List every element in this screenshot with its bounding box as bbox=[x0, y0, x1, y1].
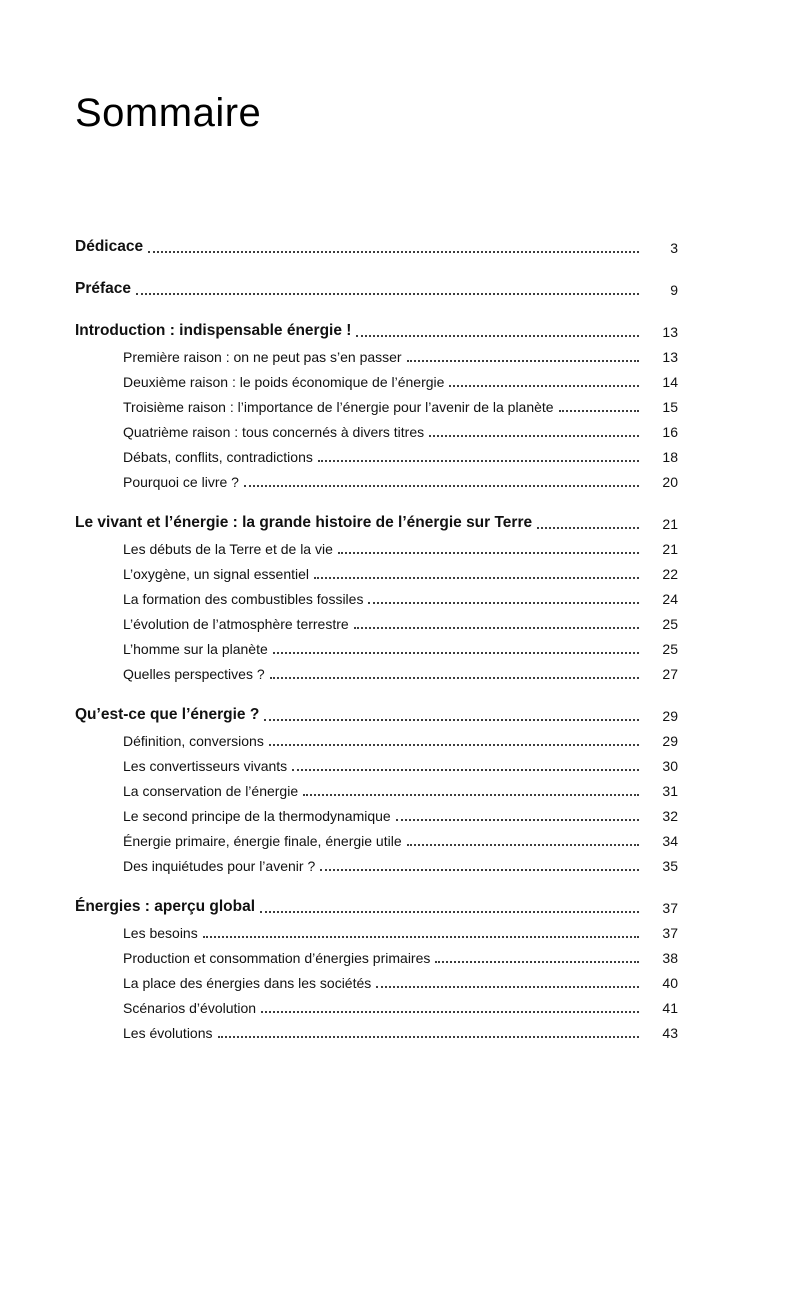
toc-chapter-entry bbox=[75, 508, 678, 533]
toc-entry-page: 38 bbox=[662, 950, 678, 967]
toc-entry-title: Quelles perspectives ? bbox=[123, 666, 265, 683]
toc-entry-title: Débats, conflits, contradictions bbox=[123, 449, 313, 466]
toc-entry-title: Préface bbox=[75, 280, 132, 298]
toc-entry-title: Première raison : on ne peut pas s’en passer bbox=[123, 349, 402, 366]
toc-entry-title: Le second principe de la thermodynamique bbox=[123, 808, 391, 825]
dotted-leader bbox=[148, 251, 639, 253]
dotted-leader bbox=[303, 794, 639, 796]
toc-entry-page: 25 bbox=[662, 641, 678, 658]
toc-entry-title: Les besoins bbox=[123, 925, 198, 942]
dotted-leader bbox=[338, 552, 639, 554]
toc-entry-page: 13 bbox=[662, 324, 678, 341]
toc-entry-title: La place des énergies dans les sociétés bbox=[123, 975, 372, 992]
toc-entry-page: 29 bbox=[662, 733, 678, 750]
toc-sub-entry bbox=[75, 967, 678, 992]
dotted-leader bbox=[260, 911, 639, 913]
toc-sub-entry bbox=[75, 583, 678, 608]
dotted-leader bbox=[559, 410, 639, 412]
toc-entry-title: La conservation de l’énergie bbox=[123, 783, 299, 800]
toc-sub-entry bbox=[75, 775, 678, 800]
toc-entry-page: 31 bbox=[662, 783, 678, 800]
dotted-leader bbox=[407, 360, 639, 362]
toc-sub-entry bbox=[75, 608, 678, 633]
dotted-leader bbox=[273, 652, 639, 654]
dotted-leader bbox=[537, 527, 639, 529]
toc-entry-title: La formation des combustibles fossiles bbox=[123, 591, 364, 608]
dotted-leader bbox=[261, 1011, 639, 1013]
toc-entry-page: 35 bbox=[662, 858, 678, 875]
toc-entry-page: 14 bbox=[662, 374, 678, 391]
dotted-leader bbox=[318, 460, 639, 462]
toc-entry-title: L’homme sur la planète bbox=[123, 641, 268, 658]
toc-sub-entry bbox=[75, 416, 678, 441]
toc-sub-entry bbox=[75, 725, 678, 750]
toc-chapter-entry bbox=[75, 892, 678, 917]
toc-entry-title: Quatrième raison : tous concernés à divers titres bbox=[123, 424, 425, 441]
toc-entry-title: Introduction : indispensable énergie ! bbox=[75, 322, 352, 340]
toc-entry-page: 32 bbox=[662, 808, 678, 825]
dotted-leader bbox=[368, 602, 639, 604]
toc-entry-title: Énergies : aperçu global bbox=[75, 898, 256, 916]
dotted-leader bbox=[292, 769, 639, 771]
toc-entry-title: Deuxième raison : le poids économique de l’énergie bbox=[123, 374, 445, 391]
toc-entry-page: 16 bbox=[662, 424, 678, 441]
toc-sub-entry bbox=[75, 391, 678, 416]
toc-entry-title: Définition, conversions bbox=[123, 733, 264, 750]
toc-entry-page: 37 bbox=[662, 925, 678, 942]
toc-sub-entry bbox=[75, 825, 678, 850]
dotted-leader bbox=[407, 844, 639, 846]
toc-entry-page: 41 bbox=[662, 1000, 678, 1017]
toc-sub-entry bbox=[75, 992, 678, 1017]
dotted-leader bbox=[269, 744, 639, 746]
toc-entry-page: 9 bbox=[670, 282, 678, 299]
toc-sub-entry bbox=[75, 750, 678, 775]
dotted-leader bbox=[270, 677, 639, 679]
dotted-leader bbox=[435, 961, 639, 963]
dotted-leader bbox=[218, 1036, 639, 1038]
toc-entry-page: 24 bbox=[662, 591, 678, 608]
toc-entry-title: Qu’est-ce que l’énergie ? bbox=[75, 706, 260, 724]
toc-entry-page: 25 bbox=[662, 616, 678, 633]
toc-entry-title: Les convertisseurs vivants bbox=[123, 758, 288, 775]
toc-chapter-entry bbox=[75, 232, 678, 257]
toc-entry-title: Énergie primaire, énergie finale, énergie utile bbox=[123, 833, 402, 850]
dotted-leader bbox=[376, 986, 639, 988]
dotted-leader bbox=[320, 869, 639, 871]
toc-entry-title: L’oxygène, un signal essentiel bbox=[123, 566, 310, 583]
toc-entry-page: 30 bbox=[662, 758, 678, 775]
toc-sub-entry bbox=[75, 800, 678, 825]
dotted-leader bbox=[449, 385, 639, 387]
toc-entry-title: Pourquoi ce livre ? bbox=[123, 474, 239, 491]
toc-entry-title: Dédicace bbox=[75, 238, 144, 256]
toc-chapter-entry bbox=[75, 700, 678, 725]
toc-chapter-entry bbox=[75, 316, 678, 341]
dotted-leader bbox=[429, 435, 639, 437]
page-title: Sommaire bbox=[75, 91, 262, 135]
toc-chapter-entry bbox=[75, 274, 678, 299]
toc-entry-page: 18 bbox=[662, 449, 678, 466]
toc-entry-page: 3 bbox=[670, 240, 678, 257]
toc-entry-title: Le vivant et l’énergie : la grande histoire de l’énergie sur Terre bbox=[75, 514, 533, 532]
toc-sub-entry bbox=[75, 533, 678, 558]
toc-sub-entry bbox=[75, 942, 678, 967]
toc-entry-page: 21 bbox=[662, 541, 678, 558]
toc-entry-page: 21 bbox=[662, 516, 678, 533]
document-page bbox=[0, 90, 800, 1290]
toc-entry-title: L’évolution de l’atmosphère terrestre bbox=[123, 616, 349, 633]
toc-entry-title: Scénarios d’évolution bbox=[123, 1000, 257, 1017]
toc-sub-entry bbox=[75, 1017, 678, 1042]
toc-entry-page: 22 bbox=[662, 566, 678, 583]
toc-sub-entry bbox=[75, 558, 678, 583]
dotted-leader bbox=[354, 627, 639, 629]
toc-entry-page: 27 bbox=[662, 666, 678, 683]
toc-sub-entry bbox=[75, 366, 678, 391]
toc-entry-page: 43 bbox=[662, 1025, 678, 1042]
toc-entry-page: 13 bbox=[662, 349, 678, 366]
toc-sub-entry bbox=[75, 850, 678, 875]
dotted-leader bbox=[356, 335, 639, 337]
toc-entry-page: 15 bbox=[662, 399, 678, 416]
dotted-leader bbox=[264, 719, 639, 721]
dotted-leader bbox=[244, 485, 639, 487]
toc-entry-title: Production et consommation d’énergies primaires bbox=[123, 950, 431, 967]
toc-sub-entry bbox=[75, 633, 678, 658]
toc-entry-page: 29 bbox=[662, 708, 678, 725]
toc-sub-entry bbox=[75, 917, 678, 942]
toc-sub-entry bbox=[75, 658, 678, 683]
toc-entry-page: 40 bbox=[662, 975, 678, 992]
toc-entry-title: Des inquiétudes pour l’avenir ? bbox=[123, 858, 316, 875]
dotted-leader bbox=[136, 293, 639, 295]
dotted-leader bbox=[314, 577, 639, 579]
dotted-leader bbox=[203, 936, 639, 938]
toc-entry-page: 20 bbox=[662, 474, 678, 491]
table-of-contents bbox=[75, 232, 678, 1042]
dotted-leader bbox=[396, 819, 639, 821]
toc-sub-entry bbox=[75, 341, 678, 366]
toc-entry-title: Les débuts de la Terre et de la vie bbox=[123, 541, 333, 558]
toc-entry-title: Troisième raison : l’importance de l’énergie pour l’avenir de la planète bbox=[123, 399, 554, 416]
toc-entry-page: 34 bbox=[662, 833, 678, 850]
toc-entry-page: 37 bbox=[662, 900, 678, 917]
toc-sub-entry bbox=[75, 441, 678, 466]
toc-sub-entry bbox=[75, 466, 678, 491]
toc-entry-title: Les évolutions bbox=[123, 1025, 213, 1042]
